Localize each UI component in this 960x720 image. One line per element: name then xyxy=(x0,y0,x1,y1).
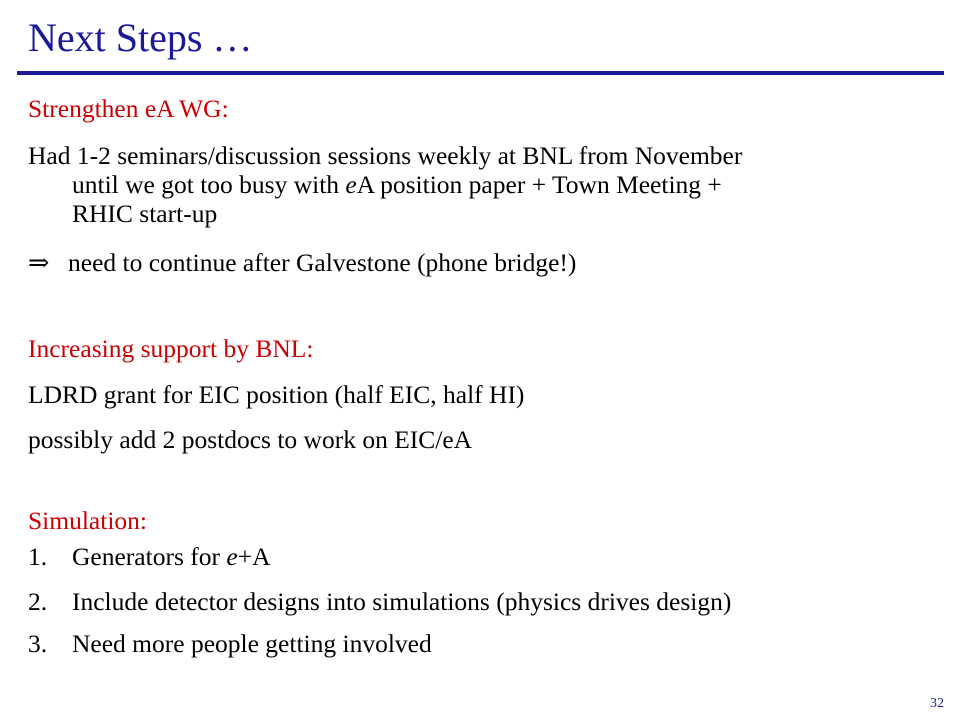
section-heading-support: Increasing support by BNL: xyxy=(28,334,314,363)
eawg-line2-part-b: A position paper + Town Meeting + xyxy=(356,170,722,199)
eawg-paragraph-line-3: RHIC start-up xyxy=(72,199,218,228)
item-text: Need more people getting involved xyxy=(72,629,432,658)
section-heading-eawg: Strengthen eA WG: xyxy=(28,94,229,123)
eawg-paragraph-line-1: Had 1-2 seminars/discussion sessions weekly at BNL from November xyxy=(28,141,743,170)
simulation-item-1 xyxy=(28,542,270,572)
implies-arrow-icon: ⇒ xyxy=(28,248,50,277)
eawg-line2-part-a: until we got too busy with xyxy=(72,170,346,199)
support-line-1: LDRD grant for EIC position (half EIC, half HI) xyxy=(28,380,525,409)
list-number: 3. xyxy=(28,629,48,658)
support-line-2: possibly add 2 postdocs to work on EIC/eA xyxy=(28,425,473,454)
eawg-line2-italic-e: e xyxy=(345,170,357,199)
slide-number: 32 xyxy=(930,696,944,711)
eawg-implication xyxy=(28,248,576,278)
item-text-a: Generators for xyxy=(72,542,227,571)
implication-text: need to continue after Galvestone (phone bridge!) xyxy=(68,248,577,277)
simulation-item-2 xyxy=(28,587,731,617)
eawg-paragraph-line-2 xyxy=(72,170,722,200)
title-underline xyxy=(17,71,944,75)
section-heading-simulation: Simulation: xyxy=(28,506,148,535)
item-text: Include detector designs into simulations (physics drives design) xyxy=(72,587,732,616)
slide-title: Next Steps … xyxy=(28,15,253,60)
item-text-b: +A xyxy=(237,542,271,571)
list-number: 2. xyxy=(28,587,48,616)
item-text-italic-e: e xyxy=(226,542,238,571)
simulation-item-3 xyxy=(28,629,432,659)
list-number: 1. xyxy=(28,542,48,571)
